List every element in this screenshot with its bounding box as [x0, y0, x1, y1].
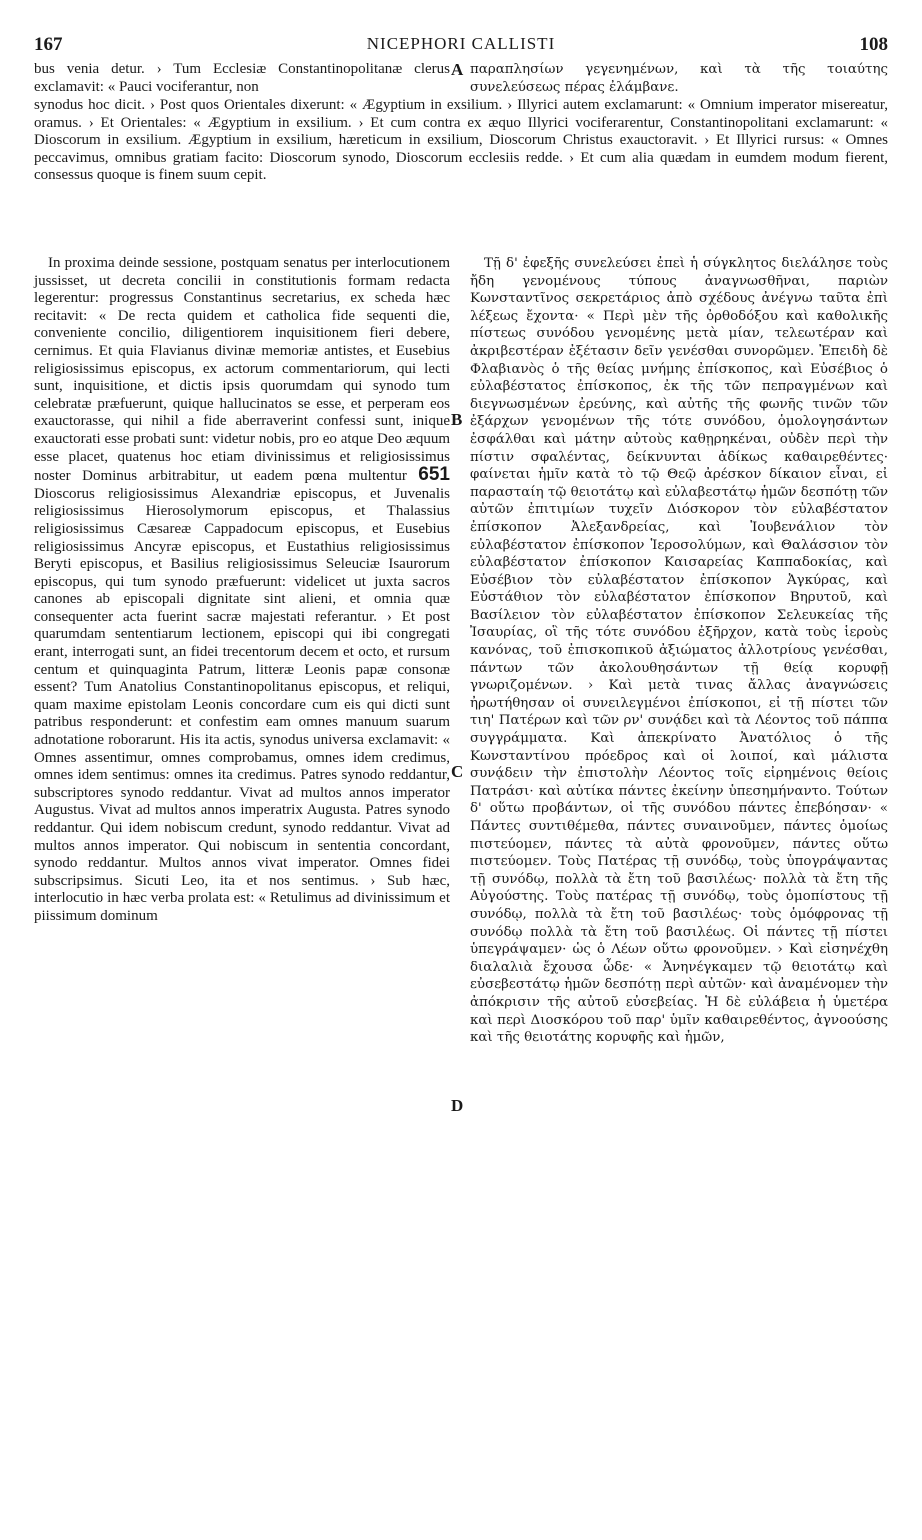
latin-text-part-1: In proxima deinde sessione, postquam senatus per interlocutionem jussisset, ut decreta concilii in constitutionis formam redacta legerentur: progressus Constantinus secretarius, ex scheda hæc recitavit: « De recta quidem et catholica fide sequenti die, conveniente concilio, diligentiorem inquisitionem fieri debere, cernimus. Et quia Flavianus divinæ memoriæ antistes, et Eusebius religiosissimus episcopus, ex actorum commentariorum, qui lecti sunt, inquisitione, et dictis ipsis quorumdam qui synodo tum celebratæ præfuerunt, quique hallucinatos se esse, et perperam eos exauctorasse, qui nihil a fide aberraverint confessi sunt, inique exauctorati esse probati sunt: videtur nobis, pro eo atque Deo æquum esse placet, quatenus hoc etiam divinissimus et religiosissimus noster Dominus arbitrabitur, ut eadem pœna multentur [34, 255, 450, 485]
column-marker-d: D [451, 1096, 464, 1115]
full-width-paragraph: synodus hoc dicit. › Post quos Orientales dixerunt: « Ægyptium in exsilium. › Illyrici autem exclamarunt: « Omnium imperator misereatur, oramus. › Et Orientales: « Ægyptium in exsilium. › Et cum contra ex æquo Illyrici vociferarentur, Constantinopolitani exclamarunt: « Dioscorum in exsilium. Ægyptium in exsilium, hæreticum in exsilium, Dioscorum Christus exauctoravit. › Et Illyrici rursus: « Omnes peccavimus, omnibus gratiam facito: Dioscorum synodo, Dioscorum ecclesiis redde. › Et cum alia quædam in eumdem modum fierent, consessus quoque is finem suum cepit. [34, 97, 888, 184]
page-number-left: 167 [34, 34, 63, 55]
column-marker-c: C [451, 762, 464, 781]
running-title: NICEPHORI CALLISTI [366, 34, 556, 53]
greek-paragraph: Τῇ δ' ἐφεξῆς συνελεύσει ἐπεὶ ἡ σύγκλητος διελάλησε τοὺς ἤδη γενομένους τύπους ἀναγνωσθῆναι, παριὼν Κωνσταντῖνος σεκρετάριος ἀπὸ σχέδους ἀνέγνω ταῦτα ἐπὶ λέξεως ἔχοντα· « Περὶ μὲν τῆς ὀρθοδόξου καὶ καθολικῆς πίστεως συνόδου γενομένης μετὰ μίαν, τελεωτέραν καὶ ἀκριβεστέραν ἐξέτασιν δεῖν γενέσθαι συνορῶμεν. Ἐπειδὴ δὲ Φλαβιανὸς ὁ τῆς θείας μνήμης ἐπίσκοπος, καὶ Εὐσέβιος ὁ εὐλαβέστατος ἐπίσκοπος, ἐκ τῆς τῶν πεπραγμένων καὶ διεγνωσμένων ἐρεύνης, καὶ αὐτῆς τῆς φωνῆς τινῶν τῶν ἐξάρχων γενομένων τῆς τότε συνόδου, ὁμολογησάντων ἐσφάλθαι καὶ μάτην αὐτοὺς καθῃρηκέναι, οὐδὲν περὶ τὴν πίστιν σφαλέντας, δείκνυνται ἀδίκως καθαιρεθέντες· φαίνεται ἡμῖν κατὰ τὸ τῷ Θεῷ ἀρέσκον δίκαιον εἶναι, εἰ παρασταίη τῷ θειοτάτῳ καὶ εὐλαβεστάτῳ ἡμῶν δεσπότῃ τῶν αὐτῶν ἐπιτιμίων τυχεῖν Διόσκορον τὸν εὐλαβέστατον ἐπίσκοπον Ἀλεξανδρείας, καὶ Ἰουβενάλιον τὸν εὐλαβέστατον ἐπίσκοπον Ἱεροσολύμων, καὶ Θαλάσσιον τὸν εὐλαβέστατον ἐπίσκοπον Καισαρείας Καππαδοκίας, καὶ Εὐσέβιον τὸν εὐλαβέστατον ἐπίσκοπον Ἀγκύρας, καὶ Εὐστάθιον τὸν εὐλαβέστατον ἐπίσκοπον Βηρυτοῦ, καὶ Βασίλειον τὸν εὐλαβέστατον ἐπίσκοπον Σελευκείας τῆς Ἰσαυρίας, οἳ τῆς τότε συνόδου ἐξῆρχον, κατὰ τοὺς ἱεροὺς κανόνας, τοῦ ἐπισκοπικοῦ ἀξιώματος ἀλλοτρίους γενέσθαι, πάντων τῶν ἀκολουθησάντων τῇ θείᾳ κορυφῇ γνωριζομένων. › Καὶ μετὰ τινας ἄλλας ἀναγνώσεις ἠρωτήθησαν οἱ συνειλεγμένοι ἐπίσκοποι, εἰ τῇ πίστει τῶν τιη' Πατέρων καὶ τῶν ρν' συνᾴδει καὶ τὰ Λέοντος τοῦ πάππα συγγράμματα. Καὶ ἀπεκρίνατο Ἀνατόλιος ὁ τῆς Κωνσταντίνου πρόεδρος καὶ οἱ λοιποί, καὶ μάλιστα συνᾴδειν τὴν ἐπιστολὴν Λέοντος τοῖς εἰρημένοις θείοις Πατράσι· καὶ αὐτίκα πάντες ἐκείνην ὑπεσημήναντο. Τούτων δ' οὕτω προβάντων, οἱ τῆς συνόδου πάντες ἐπεβόησαν· « Πάντες συντιθέμεθα, πάντες συναινοῦμεν, πάντες ὁμοίως πιστεύομεν, πάντες τὰ αὐτὰ φρονοῦμεν, πάντες οὕτω πιστεύομεν. Τοὺς Πατέρας τῇ συνόδῳ, τοὺς ὑπογράψαντας τῇ συνόδῳ, πολλὰ τὰ ἔτη τοῦ βασιλέως· πολλὰ τὰ ἔτη τῆς Αὐγούστης. Τοὺς πατέρας τῇ συνόδῳ, τοὺς ὁμοπίστους τῇ συνόδῳ, πολλὰ τὰ ἔτη τοῦ βασιλέως· τοὺς ὁμόφρονας τῇ συνόδῳ πολλὰ τὰ ἔτη τοῦ βασιλέως. Οἱ πάντες τῇ πίστει ὑπεγράψαμεν· ὡς ὁ Λέων οὕτω φρονοῦμεν. › Καὶ εἰσηνέχθη διαλαλιὰ ἔχουσα ὧδε· « Ἀνηνέγκαμεν τῷ θειοτάτῳ καὶ εὐσεβεστάτῳ ἡμῶν δεσπότῃ περὶ αὐτῶν· καὶ ἀναμένομεν τὴν ἀπόκρισιν τῆς αὐτοῦ εὐσεβείας. Ἡ δὲ εὐλάβεια ἡ ὑμετέρα καὶ περὶ Διοσκόρου τοῦ παρ' ὑμῖν καθαιρεθέντος, ἀγνοούσης καὶ τῆς θειοτάτης κορυφῆς καὶ ἡμῶν, [470, 256, 888, 1046]
column-number: 651 [418, 464, 450, 486]
latin-paragraph [34, 255, 450, 926]
latin-text-part-2: Dioscorus religiosissimus Alexandriæ episcopus, et Juvenalis religiosissimus Hierosolymorum episcopus, et Thalassius religiosissimus Cæsareæ Cappadocum episcopus, et Eusebius religiosissimus Ancyræ episcopus, et Eustathius religiosissimus Beryti episcopus, et Basilius religiosissimus Seleuciæ Isaurorum episcopus, qui tum synodo præfuerunt: videlicet ut juxta sacros canones ab episcopali dignitate sint alieni, et omnia quæ consequenter acta fuerint sacræ majestati referantur. › Et post quarumdam sententiarum lectionem, episcopi qui ibi congregati erant, interrogati sunt, an fidei trecentorum decem et octo, et rursum centum et quinquaginta Patrum, litteræ Leonis papæ consonæ essent? Tum Anatolius Constantinopolitanus episcopus, et reliqui, quam maxime epistolam Leonis concordare cum eis qui dicti sunt patribus responderunt: et confestim eam omnes manuum suarum adnotatione roborarunt. His ita actis, synodus universa exclamavit: « Omnes assentimur, omnes comprobamus, omnes idem credimus, omnes idem sentimus: omnes ita credimus. Patres synodo reddantur, subscriptores synodo reddantur. Vivat ad multos annos imperator Augustus. Vivat ad multos annos imperatrix Augusta. Patres synodo reddantur. Qui idem nobiscum credunt, synodo reddantur. Vivat ad multos annos imperator. Qui nobiscum in sententia concordant, synodo reddantur. Multos annos vivat imperator. Omnes fidei subscripsimus. Sicuti Leo, ita et nos sentimus. › Sub hæc, interlocutio in hæc verba prolata est: « Retulimus ad divinissimum et piissimum dominum [34, 485, 450, 924]
top-latin-fragment: bus venia detur. › Tum Ecclesiæ Constantinopolitanæ clerus exclamavit: « Pauci vociferantur, non [34, 61, 450, 95]
greek-column [470, 255, 888, 1047]
latin-column [34, 255, 450, 926]
column-marker-b: B [451, 410, 463, 429]
column-marker-a: A [451, 60, 464, 79]
top-greek-fragment: παραπλησίων γεγενημένων, καὶ τὰ τῆς τοιαύτης συνελεύσεως πέρας ἐλάμβανε. [470, 62, 888, 95]
page-header [34, 34, 888, 60]
page-number-right: 108 [859, 34, 888, 55]
